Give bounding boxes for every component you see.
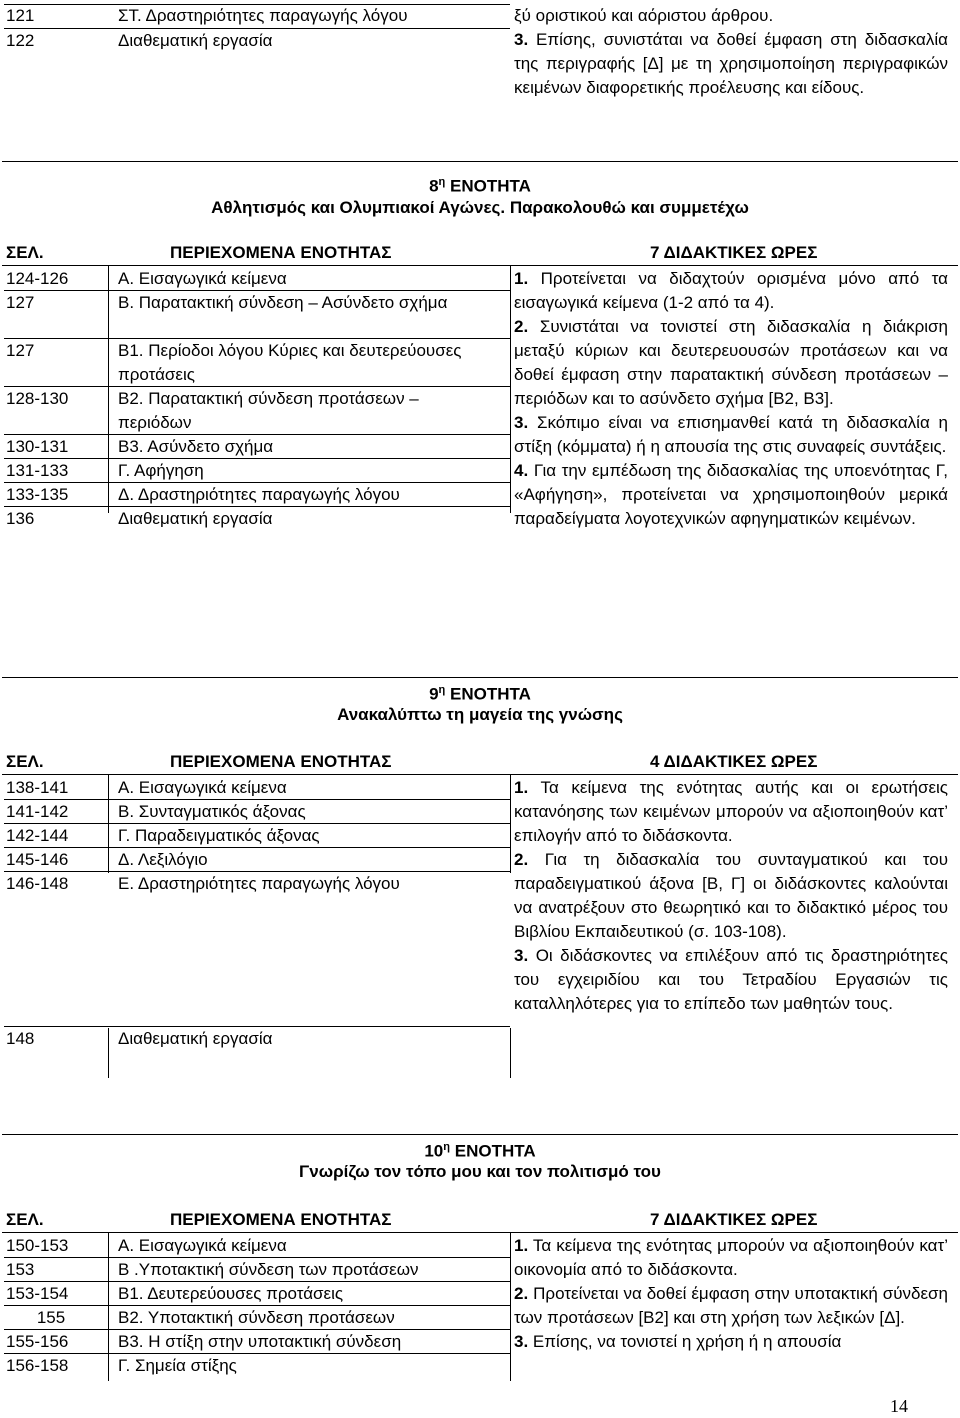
table-row xyxy=(0,1258,510,1282)
row-content: Διαθεματική εργασία xyxy=(118,509,273,528)
page-range: 150-153 xyxy=(6,1236,69,1255)
page-range: 141-142 xyxy=(6,802,69,821)
table-row xyxy=(0,435,510,459)
table-row xyxy=(0,1330,510,1354)
row-content: Δ. Δραστηριότητες παραγωγής λόγου xyxy=(118,485,400,504)
unit-heading: $10^\eta$ ΕΝΟΤΗΤΑ xyxy=(424,1141,536,1161)
row-content: Διαθεματική εργασία xyxy=(118,1029,273,1048)
table-row xyxy=(0,824,510,848)
section-rule xyxy=(2,161,958,162)
page-range: 142-144 xyxy=(6,826,69,845)
page-range: 153-154 xyxy=(6,1284,69,1303)
column-divider xyxy=(108,266,109,513)
table-row xyxy=(0,339,510,387)
row-content: Α. Εισαγωγικά κείμενα xyxy=(118,269,287,288)
row-content: Β3. Η στίξη στην υποτακτική σύνδεση xyxy=(118,1332,402,1351)
table-row xyxy=(0,1354,510,1378)
page-range: 127 xyxy=(6,341,35,360)
note-item: 1. Τα κείμενα της ενότητας αυτής και οι ερωτήσεις κατανόησης των κειμένων μπορούν να αξιοποιηθούν κατ’ επιλογήν από το διδάσκοντα. xyxy=(514,778,948,845)
column-divider xyxy=(108,1028,109,1078)
page-range: 127 xyxy=(6,293,35,312)
column-divider xyxy=(510,775,511,873)
note-item: 3. Οι διδάσκοντες να επιλέξουν από τις δραστηριότητες του εγχειριδίου και του Τετραδίου Εργασιών τις καταλληλότερες για το επίπεδο των μαθητών τους. xyxy=(514,946,948,1013)
column-divider xyxy=(510,1233,511,1381)
row-content: Β2. Παρατακτική σύνδεση προτάσεων – περιόδων xyxy=(118,389,419,432)
note-item: 2. Για τη διδασκαλία του συνταγματικού και του παραδειγματικού άξονα [Β, Γ] οι διδάσκοντες καλούνται να ανατρέξουν στο θεωρητικό και το διδακτικό μέρος του Βιβλίου Εκπαιδευτικού (σ. 103-108). xyxy=(514,850,948,941)
column-divider xyxy=(108,775,109,873)
table-row xyxy=(0,459,510,483)
page-range: 153 xyxy=(6,1260,35,1279)
column-divider xyxy=(510,266,511,513)
note-item: 1. Τα κείμενα της ενότητας μπορούν να αξιοποιηθούν κατ’ οικονομία από το διδάσκοντα. xyxy=(514,1236,949,1279)
note-text: Επίσης, συνιστάται να δοθεί έμφαση στη διδασκαλία της περιγραφής [Δ] με τη χρησιμοποίηση περιγραφικών κειμένων διαφορετικής προέλευσης και είδους. xyxy=(514,30,948,97)
table-row xyxy=(0,483,510,507)
row-content: Β3. Ασύνδετο σχήμα xyxy=(118,437,274,456)
table-row xyxy=(0,29,510,53)
row-content: Ε. Δραστηριότητες παραγωγής λόγου xyxy=(118,874,400,893)
unit-title: Αθλητισμός και Ολυμπιακοί Αγώνες. Παρακολουθώ και συμμετέχω xyxy=(211,198,749,217)
note-number: 3. xyxy=(514,30,529,49)
table-row xyxy=(0,1306,510,1330)
column-divider xyxy=(510,1028,511,1078)
row-content: Διαθεματική εργασία xyxy=(118,31,273,50)
note-item xyxy=(514,28,948,100)
unit8-notes xyxy=(514,267,948,531)
table-header xyxy=(0,241,960,265)
table-row xyxy=(0,1027,510,1077)
page-number: 14 xyxy=(890,1396,908,1416)
table-row xyxy=(0,1282,510,1306)
row-content: Β1. Δευτερεύουσες προτάσεις xyxy=(118,1284,344,1303)
row-content: Α. Εισαγωγικά κείμενα xyxy=(118,778,287,797)
row-content: Α. Εισαγωγικά κείμενα xyxy=(118,1236,287,1255)
row-content: Γ. Σημεία στίξης xyxy=(118,1356,237,1375)
page-range: 136 xyxy=(6,509,35,528)
table-row xyxy=(0,4,510,28)
note-item: 3. Σκόπιμο είναι να επισημανθεί κατά τη διδασκαλία η στίξη (κόμματα) ή η απουσία της στις συναφείς συντάξεις. xyxy=(514,413,948,456)
page-range: 133-135 xyxy=(6,485,69,504)
page-range: 155-156 xyxy=(6,1332,69,1351)
page-range: 156-158 xyxy=(6,1356,69,1375)
row-content: Β1. Περίοδοι λόγου Κύριες και δευτερεύουσες προτάσεις xyxy=(118,341,462,384)
page-range: 146-148 xyxy=(6,874,69,893)
row-content: Β. Συνταγματικός άξονας xyxy=(118,802,306,821)
page-range: 145-146 xyxy=(6,850,69,869)
page-range: 128-130 xyxy=(6,389,69,408)
header-hours: 7 ΔΙΔΑΚΤΙΚΕΣ ΩΡΕΣ xyxy=(650,243,818,262)
row-content: Γ. Παραδειγματικός άξονας xyxy=(118,826,320,845)
column-divider xyxy=(108,1233,109,1381)
note-item: 2. Συνιστάται να τονιστεί στη διδασκαλία η διάκριση μεταξύ κύριων και δευτερευουσών προτάσεων και να δοθεί έμφαση στην παρατακτική σύνδεση προτάσεων – περιόδων και το ασύνδετο σχήμα [Β2, Β3]. xyxy=(514,317,948,408)
table-row xyxy=(0,267,510,291)
table-row xyxy=(0,507,510,531)
note-item: 1. Προτείνεται να διδαχτούν ορισμένα μόνο από τα εισαγωγικά κείμενα (1-2 από τα 4). xyxy=(514,269,948,312)
row-content: Β2. Υποτακτική σύνδεση προτάσεων xyxy=(118,1308,395,1327)
table-row xyxy=(0,1234,510,1258)
unit-title: Γνωρίζω τον τόπο μου και τον πολιτισμό του xyxy=(299,1162,661,1181)
table-header: ΣΕΛ. ΠΕΡΙΕΧΟΜΕΝΑ ΕΝΟΤΗΤΑΣ 4 ΔΙΔΑΚΤΙΚΕΣ ΩΡΕΣ xyxy=(6,752,818,771)
page-range: 148 xyxy=(6,1029,35,1048)
table-row xyxy=(0,872,510,1027)
row-content: ΣΤ. Δραστηριότητες παραγωγής λόγου xyxy=(118,6,408,25)
note-item: 3. Επίσης, να τονιστεί η χρήση ή η απουσία xyxy=(514,1332,842,1351)
table-row xyxy=(0,387,510,435)
header-rule xyxy=(2,1232,958,1233)
unit9-notes xyxy=(514,776,948,1016)
header-sel: ΣΕΛ. xyxy=(6,243,44,262)
header-rule xyxy=(2,774,958,775)
unit10-notes xyxy=(514,1234,948,1354)
table-row xyxy=(0,848,510,872)
note-continuation: ξύ οριστικού και αόριστου άρθρου. xyxy=(514,6,774,25)
row-content: Δ. Λεξιλόγιο xyxy=(118,850,208,869)
row-content: Β. Παρατακτική σύνδεση – Ασύνδετο σχήμα xyxy=(118,293,448,312)
page-range: 122 xyxy=(6,31,35,50)
page-range: 121 xyxy=(6,6,35,25)
header-content: ΠΕΡΙΕΧΟΜΕΝΑ ΕΝΟΤΗΤΑΣ xyxy=(170,243,392,262)
table-header: ΣΕΛ. ΠΕΡΙΕΧΟΜΕΝΑ ΕΝΟΤΗΤΑΣ 7 ΔΙΔΑΚΤΙΚΕΣ ΩΡΕΣ xyxy=(6,1210,818,1229)
row-content: Β .Υποτακτική σύνδεση των προτάσεων xyxy=(118,1260,419,1279)
unit-title: Ανακαλύπτω τη μαγεία της γνώσης xyxy=(337,705,623,724)
header-rule xyxy=(2,265,958,266)
page-range: 131-133 xyxy=(6,461,69,480)
table-row xyxy=(0,776,510,800)
page-range: 130-131 xyxy=(6,437,69,456)
table-row xyxy=(0,291,510,339)
unit-heading: $8^\eta$ ΕΝΟΤΗΤΑ xyxy=(429,176,531,196)
unit-heading: $9^\eta$ ΕΝΟΤΗΤΑ xyxy=(429,684,531,704)
page-range: 155 xyxy=(36,1308,66,1327)
note-item: 2. Προτείνεται να δοθεί έμφαση στην υποτακτική σύνδεση των προτάσεων [Β2] και στη χρήση των λεξικών [Δ]. xyxy=(514,1284,948,1327)
page-range: 138-141 xyxy=(6,778,69,797)
note-item: 4. Για την εμπέδωση της διδασκαλίας της υποενότητας Γ, «Αφήγηση», προτείνεται να χρησιμοποιηθούν μερικά παραδείγματα λογοτεχνικών αφηγηματικών κειμένων. xyxy=(514,461,948,528)
row-content: Γ. Αφήγηση xyxy=(118,461,204,480)
page-range: 124-126 xyxy=(6,269,69,288)
table-row xyxy=(0,800,510,824)
top-notes xyxy=(514,4,948,100)
